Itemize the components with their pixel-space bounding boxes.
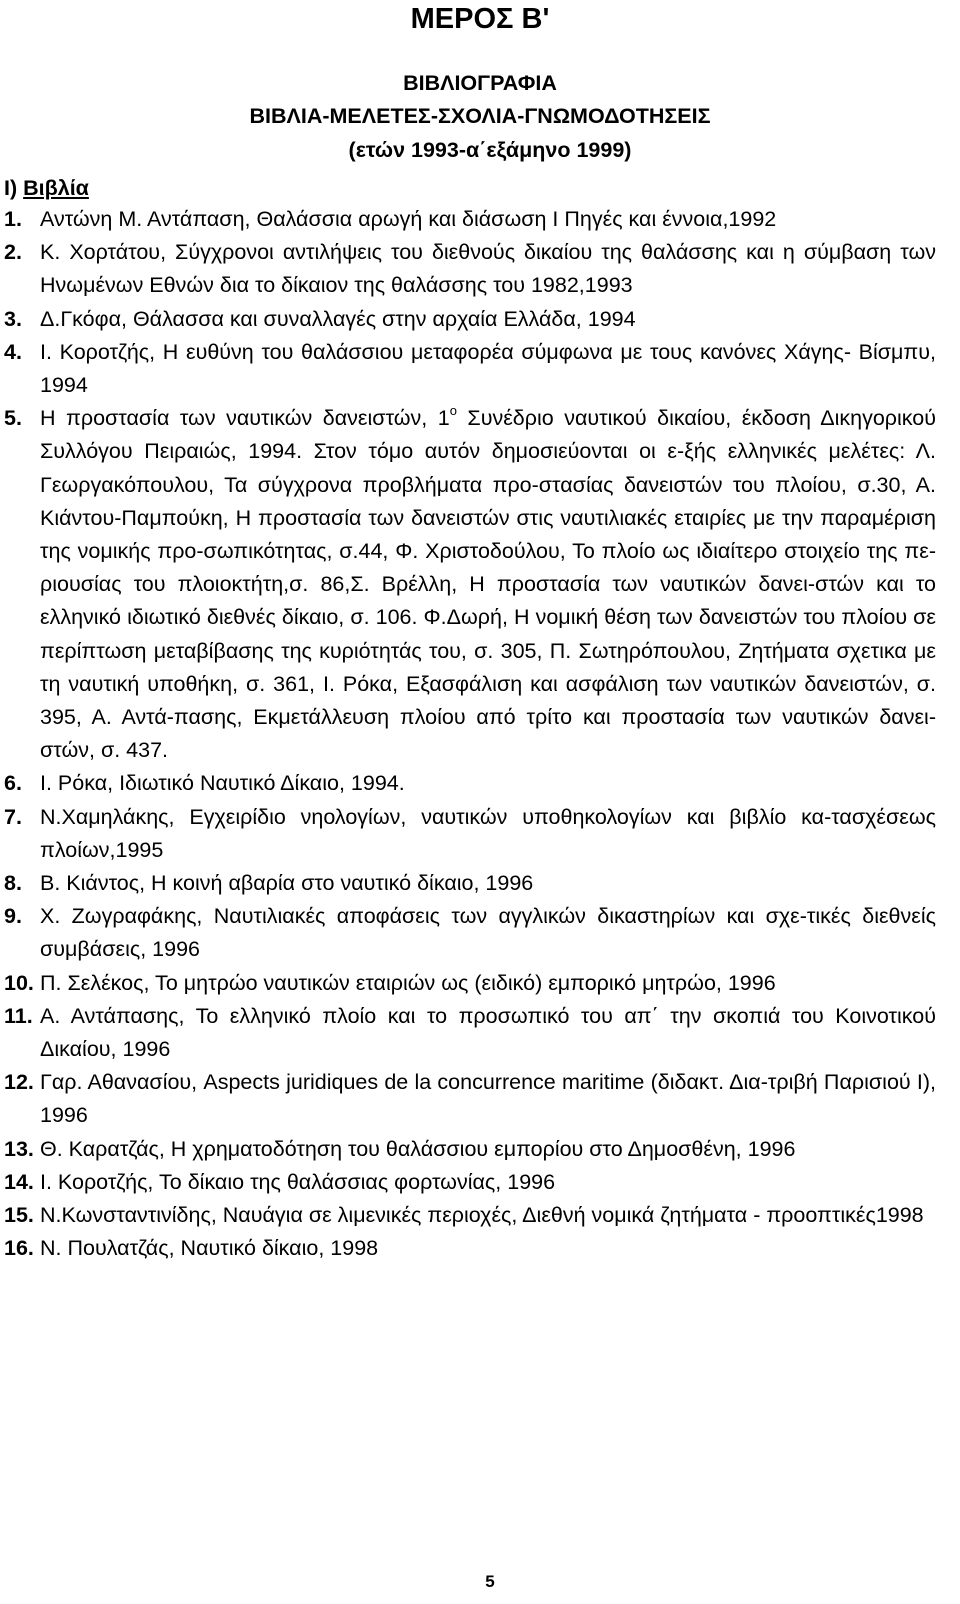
item-text: Ν.Χαμηλάκης, Εγχειρίδιο νηολογίων, ναυτικών υποθηκολογίων και βιβλίο κα-τασχέσεως πλοίων,1995 (40, 804, 936, 862)
item-number: 5. (4, 406, 22, 431)
item-number: 9. (4, 904, 22, 929)
list-item (4, 1133, 936, 1166)
list-item (4, 900, 936, 966)
item-text: Αντώνη Μ. Αντάπαση, Θαλάσσια αρωγή και διάσωση Ι Πηγές και έννοια,1992 (40, 207, 777, 231)
list-item (4, 303, 936, 336)
list-item (4, 867, 936, 900)
item-text: Β. Κιάντος, Η κοινή αβαρία στο ναυτικό δίκαιο, 1996 (40, 871, 534, 896)
item-text: Θ. Καρατζάς, Η χρηματοδότηση του θαλάσσιου εμπορίου στο Δημοσθένη, 1996 (40, 1136, 796, 1161)
item-text: Π. Σελέκος, Το μητρώο ναυτικών εταιριών ως (ειδικό) εμπορικό μητρώο, 1996 (40, 970, 776, 995)
item-text: Χ. Ζωγραφάκης, Ναυτιλιακές αποφάσεις των αγγλικών δικαστηρίων και σχε-τικές διεθνείς συμβάσεις, 1996 (40, 904, 936, 962)
section-heading (4, 175, 89, 201)
item-number: 15. (4, 1203, 34, 1228)
list-item (4, 1000, 936, 1066)
item-text-part: Συνέδριο ναυτικού δικαίου, έκδοση Δικηγορικού Συλλόγου Πειραιώς, 1994. Στον τόμο αυτόν δημοσιεύονται οι ε-ξής ελληνικές μελέτες: Λ. Γεωργακόπουλου, Τα σύγχρονα προβλήματα προ-στασίας δανειστών του πλοίου, σ.30, Α. Κιάντου-Παμπούκη, Η προστασία των δανειστών στις ναυτιλιακές εταιρίες με την παραμέριση της νομικής προ-σωπικότητας, σ.44, Φ. Χριστοδούλου, Το πλοίο ως ιδιαίτερο στοιχείο της πε-ριουσίας του πλοιοκτήτη,σ. 86,Σ. Βρέλλη, Η προστασία των ναυτικών δανει-στών και το ελληνικό ιδιωτικό διεθνές δίκαιο, σ. 106. Φ.Δωρή, Η νομική θέση των δανειστών του πλοίου σε περίπτωση μεταβίβασης της κυριότητάς του, σ. 305, Π. Σωτηρόπουλου, Ζητήματα σχετικα με τη ναυτική υποθήκη, σ. 361, Ι. Ρόκα, Εξασφάλιση και ασφάλιση των ναυτικών δανειστών, σ. 395, Α. Αντά-πασης, Εκμετάλλευση πλοίου από τρίτο και προστασία των ναυτικών δανει-στών, σ. 437. (40, 406, 936, 763)
item-number: 14. (4, 1169, 34, 1194)
item-number: 6. (4, 771, 22, 796)
list-item (4, 767, 936, 800)
page-number: 5 (485, 1572, 495, 1591)
item-number: 3. (4, 306, 22, 331)
item-text: Ι. Κοροτζής, Η ευθύνη του θαλάσσιου μεταφορέα σύμφωνα με τους κανόνες Χάγης- Βίσμπυ, 1994 (40, 339, 936, 398)
item-number: 13. (4, 1136, 34, 1161)
item-text: Ν.Κωνσταντινίδης, Ναυάγια σε λιμενικές περιοχές, Διεθνή νομικά ζητήματα - προοπτικές1998 (40, 1203, 924, 1228)
bibliography-subheading: ΒΙΒΛΙΑ-ΜΕΛΕΤΕΣ-ΣΧΟΛΙΑ-ΓΝΩΜΟΔΟΤΗΣΕΙΣ (249, 104, 711, 128)
bibliography-list (4, 203, 936, 1266)
list-item (4, 1232, 936, 1265)
period-heading: (ετών 1993-α΄εξάμηνο 1999) (348, 138, 632, 162)
bibliography-heading: ΒΙΒΛΙΟΓΡΑΦΙΑ (403, 71, 557, 95)
item-number: 8. (4, 871, 22, 896)
list-item (4, 336, 936, 402)
part-title: ΜΕΡΟΣ Β' (410, 3, 550, 35)
item-text: Κ. Χορτάτου, Σύγχρονοι αντιλήψεις του διεθνούς δικαίου της θαλάσσης και η σύμβαση των Ηνωμένων Εθνών δια το δίκαιον της θαλάσσης του 1982,1993 (40, 240, 936, 298)
item-number: 10. (4, 970, 34, 995)
item-text-part: Η προστασία των ναυτικών δανειστών, 1 (40, 406, 450, 431)
item-number: 16. (4, 1236, 34, 1261)
list-item (4, 1166, 936, 1199)
item-text: Γαρ. Αθανασίου, Aspects juridiques de la concurrence maritime (διδακτ. Δια-τριβή Παρισιού Ι), 1996 (40, 1070, 936, 1128)
item-text: Α. Αντάπασης, Το ελληνικό πλοίο και το προσωπικό του απ΄ την σκοπιά του Κοινοτικού Δικαίου, 1996 (40, 1003, 936, 1062)
item-text: Ν. Πουλατζάς, Ναυτικό δίκαιο, 1998 (40, 1236, 379, 1261)
list-item (4, 967, 936, 1000)
item-number: 4. (4, 339, 22, 364)
list-item (4, 1199, 936, 1232)
section-label: Βιβλία (23, 176, 89, 200)
item-number: 12. (4, 1070, 34, 1095)
list-item (4, 236, 936, 302)
item-text (40, 402, 936, 767)
list-item (4, 1066, 936, 1132)
list-item (4, 402, 936, 767)
superscript: ο (449, 403, 457, 419)
list-item (4, 203, 936, 236)
section-prefix: Ι) (4, 176, 24, 200)
list-item (4, 801, 936, 867)
item-text: Δ.Γκόφα, Θάλασσα και συναλλαγές στην αρχαία Ελλάδα, 1994 (40, 306, 636, 331)
item-number: 11. (4, 1003, 33, 1028)
item-number: 1. (4, 207, 22, 231)
item-number: 7. (4, 804, 22, 829)
item-number: 2. (4, 240, 22, 265)
item-text: Ι. Ρόκα, Ιδιωτικό Ναυτικό Δίκαιο, 1994. (40, 771, 405, 796)
item-text: Ι. Κοροτζής, Το δίκαιο της θαλάσσιας φορτωνίας, 1996 (40, 1169, 556, 1194)
